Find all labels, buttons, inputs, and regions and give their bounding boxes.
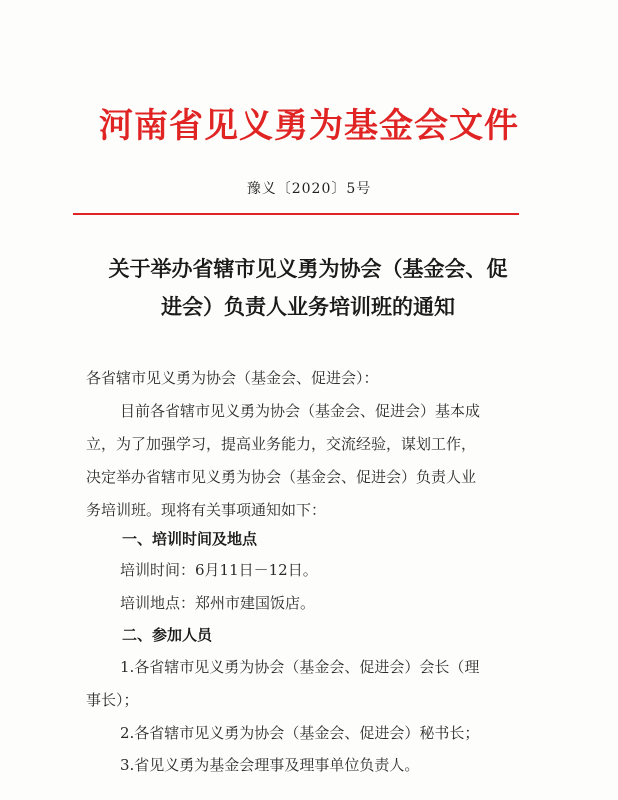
notice-title-line-1: 关于举办省辖市见义勇为协会（基金会、促: [108, 256, 508, 281]
intro-paragraph-line: 决定举办省辖市见义勇为协会（基金会、促进会）负责人业: [86, 468, 477, 486]
training-place: 培训地点：郑州市建国饭店。: [120, 594, 316, 612]
intro-paragraph-line: 务培训班。现将有关事项通知如下：: [86, 501, 327, 519]
intro-paragraph-line: 立，为了加强学习，提高业务能力，交流经验，谋划工作，: [86, 435, 477, 453]
letterhead-red-rule: [73, 213, 519, 215]
section-1-heading: 一、培训时间及地点: [122, 530, 258, 548]
participant-item-1-continued: 事长）；: [86, 691, 139, 709]
training-time: 培训时间：6月11日－12日。: [120, 561, 318, 579]
document-number: 豫义〔2020〕5号: [246, 181, 372, 197]
salutation: 各省辖市见义勇为协会（基金会、促进会）：: [86, 369, 379, 387]
letterhead-title: 河南省见义勇为基金会文件: [99, 106, 519, 146]
notice-title-line-2: 进会）负责人业务培训班的通知: [161, 294, 455, 319]
participant-item-2: 2.各省辖市见义勇为协会（基金会、促进会）秘书长；: [120, 724, 480, 742]
participant-item-1: 1.各省辖市见义勇为协会（基金会、促进会）会长（理: [120, 658, 480, 676]
participant-item-3: 3.省见义勇为基金会理事及理事单位负责人。: [120, 756, 420, 774]
intro-paragraph-line: 目前各省辖市见义勇为协会（基金会、促进会）基本成: [120, 402, 481, 420]
notice-title: [88, 250, 528, 326]
section-2-heading: 二、参加人员: [122, 626, 213, 644]
